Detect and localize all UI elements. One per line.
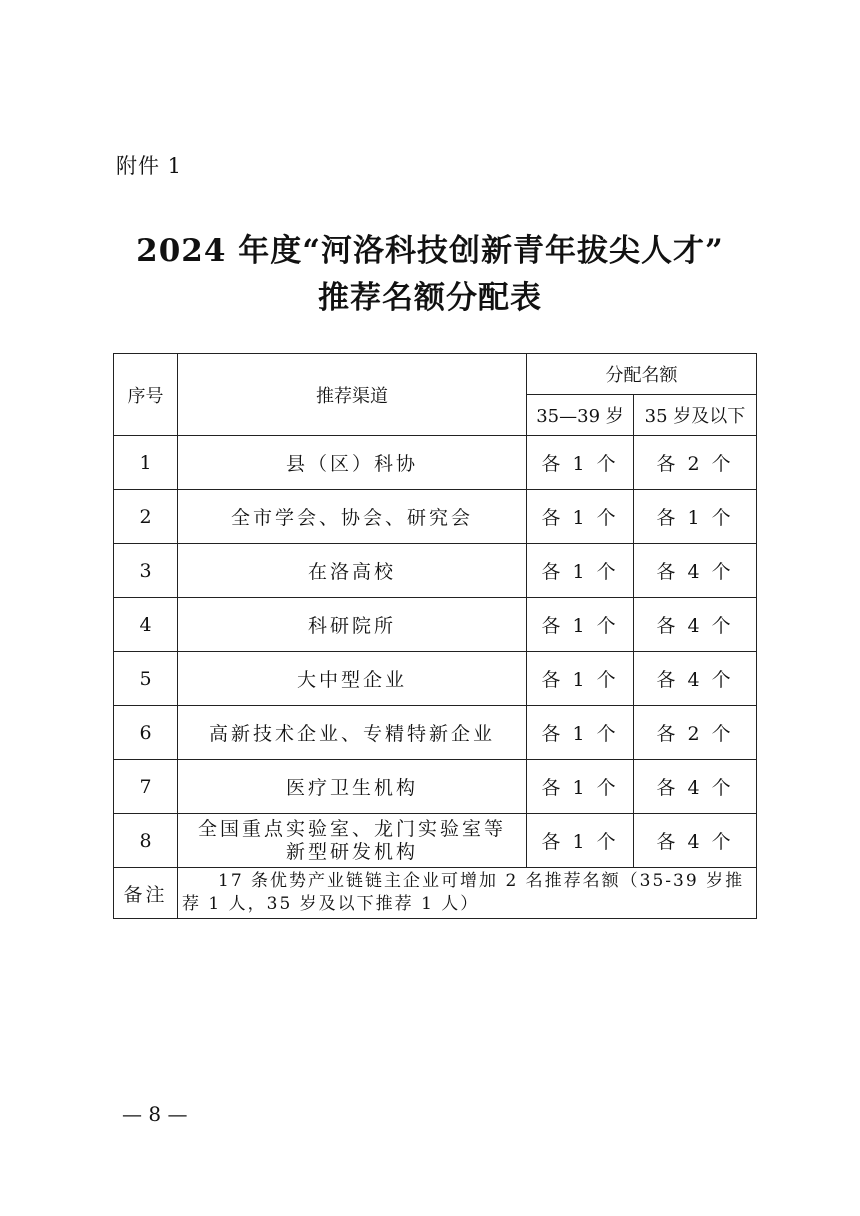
row-quota-35-below: 各 4 个 <box>634 598 757 652</box>
row-quota-35-39: 各 1 个 <box>527 760 634 814</box>
row-channel-line-1: 全国重点实验室、龙门实验室等 <box>197 817 506 840</box>
remark-row <box>114 868 757 919</box>
row-index: 5 <box>114 652 178 706</box>
row-channel <box>178 814 527 868</box>
document-title-line-2: 推荐名额分配表 <box>318 280 542 316</box>
header-age-35-below: 35 岁及以下 <box>634 395 757 436</box>
row-channel: 全市学会、协会、研究会 <box>178 490 527 544</box>
row-index: 2 <box>114 490 178 544</box>
table-row <box>114 760 757 814</box>
row-quota-35-39: 各 1 个 <box>527 706 634 760</box>
page-number: — 8 — <box>122 1102 188 1126</box>
table-row <box>114 490 757 544</box>
header-age-35-39: 35—39 岁 <box>527 395 634 436</box>
row-index: 1 <box>114 436 178 490</box>
table-row <box>114 652 757 706</box>
table-row <box>114 598 757 652</box>
row-quota-35-below: 各 4 个 <box>634 814 757 868</box>
row-channel: 高新技术企业、专精特新企业 <box>178 706 527 760</box>
header-index: 序号 <box>114 354 178 436</box>
row-quota-35-39: 各 1 个 <box>527 490 634 544</box>
row-quota-35-39: 各 1 个 <box>527 814 634 868</box>
row-index: 4 <box>114 598 178 652</box>
row-quota-35-below: 各 1 个 <box>634 490 757 544</box>
row-quota-35-below: 各 2 个 <box>634 436 757 490</box>
row-quota-35-39: 各 1 个 <box>527 544 634 598</box>
row-channel: 大中型企业 <box>178 652 527 706</box>
row-channel: 医疗卫生机构 <box>178 760 527 814</box>
row-index: 8 <box>114 814 178 868</box>
row-index: 3 <box>114 544 178 598</box>
remark-text: 17 条优势产业链链主企业可增加 2 名推荐名额（35-39 岁推荐 1 人，35 岁及以下推荐 1 人） <box>178 868 757 919</box>
row-quota-35-39: 各 1 个 <box>527 652 634 706</box>
document-title-line-1: 2024 年度“河洛科技创新青年拔尖人才” <box>136 233 724 269</box>
row-quota-35-below: 各 2 个 <box>634 706 757 760</box>
row-quota-35-39: 各 1 个 <box>527 436 634 490</box>
table-row <box>114 436 757 490</box>
table-row <box>114 814 757 868</box>
table-row <box>114 544 757 598</box>
quota-table <box>113 353 757 919</box>
row-index: 7 <box>114 760 178 814</box>
row-quota-35-below: 各 4 个 <box>634 544 757 598</box>
row-channel: 在洛高校 <box>178 544 527 598</box>
attachment-label: 附件 1 <box>116 154 183 178</box>
row-quota-35-below: 各 4 个 <box>634 652 757 706</box>
row-channel-line-2: 新型研发机构 <box>285 840 418 863</box>
row-quota-35-below: 各 4 个 <box>634 760 757 814</box>
row-channel: 科研院所 <box>178 598 527 652</box>
header-quota-group: 分配名额 <box>527 354 757 395</box>
header-channel: 推荐渠道 <box>178 354 527 436</box>
table-row <box>114 706 757 760</box>
remark-label: 备注 <box>114 868 178 919</box>
row-channel: 县（区）科协 <box>178 436 527 490</box>
row-quota-35-39: 各 1 个 <box>527 598 634 652</box>
row-index: 6 <box>114 706 178 760</box>
